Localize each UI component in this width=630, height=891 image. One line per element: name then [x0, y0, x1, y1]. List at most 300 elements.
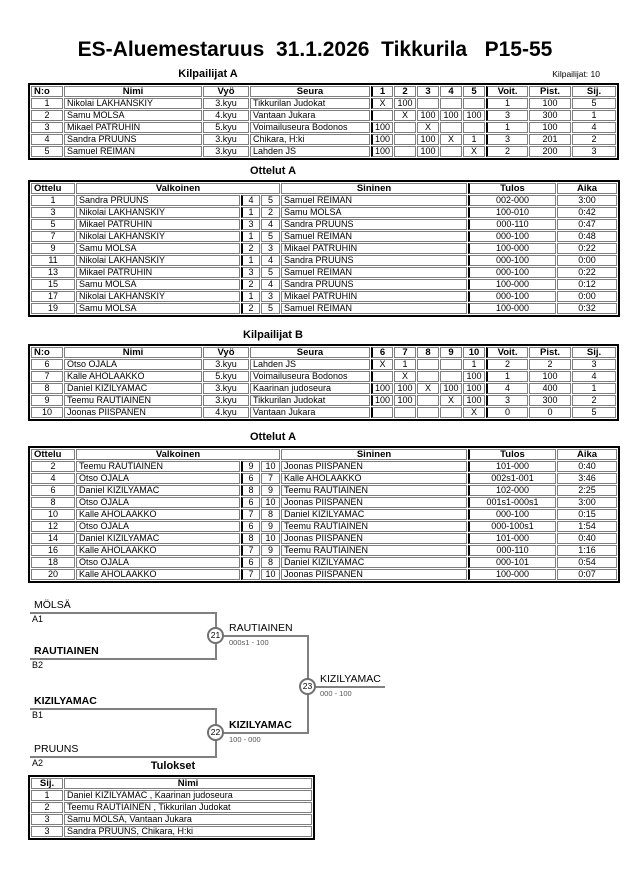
blue-competitor: Samu MÖLSÄ: [281, 207, 467, 218]
white-competitor: Teemu RAUTIAINEN: [76, 461, 240, 472]
white-competitor: Kalle AHOLAAKKO: [76, 545, 240, 556]
result-mark: 100: [394, 98, 416, 109]
results-table: [28, 775, 315, 840]
match-time: 0:42: [557, 207, 617, 218]
result-mark: [440, 122, 462, 133]
competitor-belt: 3.kyu: [203, 395, 249, 406]
result-mark: 100: [371, 395, 393, 406]
match-number-circle: 22: [207, 724, 224, 741]
bracket-winner-name: KIZILYAMAC: [320, 673, 381, 685]
result-mark: 100: [440, 110, 462, 121]
result-row: [31, 790, 312, 801]
competitor-belt: 4.kyu: [203, 407, 249, 418]
bracket-line: [30, 756, 217, 758]
competitor-name: Samu MÖLSÄ: [64, 110, 202, 121]
match-number: 15: [31, 279, 75, 290]
wins-count: 1: [486, 98, 528, 109]
result-mark: [417, 371, 439, 382]
points-count: 201: [529, 134, 571, 145]
match-number: 18: [31, 557, 75, 568]
match-result: 102-000: [468, 485, 556, 496]
match-time: 1:16: [557, 545, 617, 556]
match-row: [31, 195, 617, 206]
blue-number: 4: [261, 279, 280, 290]
match-result: 100-010: [468, 207, 556, 218]
column-header: Sininen: [281, 183, 467, 194]
result-mark: 100: [371, 134, 393, 145]
placement: 5: [572, 407, 616, 418]
result-mark: [394, 122, 416, 133]
match-number-circle: 23: [299, 678, 316, 695]
competitor-belt: 3.kyu: [203, 146, 249, 157]
bracket-line: [215, 635, 309, 637]
blue-competitor: Joonas PIISPANEN: [281, 569, 467, 580]
white-competitor: Nikolai LAKHANSKIY: [76, 231, 240, 242]
column-header: Pist.: [529, 347, 571, 358]
points-count: 100: [529, 98, 571, 109]
white-competitor: Sandra PRUUNS: [76, 195, 240, 206]
wins-count: 3: [486, 134, 528, 145]
match-number: 17: [31, 291, 75, 302]
wins-count: 4: [486, 383, 528, 394]
match-time: 3:46: [557, 473, 617, 484]
points-count: 400: [529, 383, 571, 394]
competitor-number: 5: [31, 146, 63, 157]
results-title: Tulokset: [150, 760, 196, 772]
result-mark: X: [371, 359, 393, 370]
result-mark: [371, 110, 393, 121]
match-result: 000-110: [468, 545, 556, 556]
result-mark: 100: [371, 122, 393, 133]
result-mark: [440, 98, 462, 109]
match-result: 100-000: [468, 243, 556, 254]
match-time: 0:54: [557, 557, 617, 568]
competitor-name: Daniel KIZILYAMAC: [64, 383, 202, 394]
match-time: 3:00: [557, 195, 617, 206]
result-mark: X: [394, 110, 416, 121]
result-mark: X: [463, 146, 485, 157]
column-header: Nimi: [64, 778, 312, 789]
white-competitor: Otso OJALA: [76, 497, 240, 508]
page-title: ES-Aluemestaruus 31.1.2026 Tikkurila P15-55: [77, 38, 553, 61]
white-number: 7: [241, 545, 260, 556]
match-result: 002s1-001: [468, 473, 556, 484]
wins-count: 2: [486, 359, 528, 370]
column-header: Nimi: [64, 347, 202, 358]
result-mark: 1: [463, 359, 485, 370]
result-mark: X: [440, 395, 462, 406]
competitor-number: 3: [31, 122, 63, 133]
competitor-name: Samuel REIMAN: [64, 146, 202, 157]
match-number: 20: [31, 569, 75, 580]
competitor-number: 4: [31, 134, 63, 145]
white-number: 6: [241, 521, 260, 532]
white-number: 1: [241, 207, 260, 218]
match-time: 1:54: [557, 521, 617, 532]
white-number: 1: [241, 231, 260, 242]
match-result: 000-100: [468, 267, 556, 278]
match-result: 100-000: [468, 569, 556, 580]
result-mark: X: [463, 407, 485, 418]
white-number: 8: [241, 533, 260, 544]
match-result: 000-100: [468, 291, 556, 302]
column-header: Sininen: [281, 449, 467, 460]
white-competitor: Samu MÖLSÄ: [76, 303, 240, 314]
competitor-club: Vantaan Jukara: [250, 110, 370, 121]
wins-count: 1: [486, 122, 528, 133]
match-row: [31, 557, 617, 568]
competitor-row: [31, 359, 616, 370]
column-header: Seura: [250, 347, 370, 358]
white-competitor: Nikolai LAKHANSKIY: [76, 291, 240, 302]
column-header: Tulos: [468, 183, 556, 194]
placement: 4: [572, 122, 616, 133]
white-competitor: Otso OJALA: [76, 521, 240, 532]
placement: 1: [572, 110, 616, 121]
bracket-line: [30, 612, 217, 614]
competitor-number: 1: [31, 98, 63, 109]
column-header: 6: [371, 347, 393, 358]
points-count: 2: [529, 359, 571, 370]
blue-number: 10: [261, 461, 280, 472]
white-number: 8: [241, 485, 260, 496]
match-row: [31, 267, 617, 278]
bracket-slot-name: RAUTIAINEN: [34, 645, 99, 657]
header-row: [31, 183, 617, 194]
bracket-slot-name: KIZILYAMAC: [34, 695, 97, 707]
bracket-line: [307, 686, 385, 688]
result-mark: 100: [417, 110, 439, 121]
result-mark: [440, 407, 462, 418]
match-time: 0:40: [557, 461, 617, 472]
match-number-circle: 21: [207, 627, 224, 644]
column-header: Valkoinen: [76, 449, 280, 460]
bracket-line: [30, 708, 217, 710]
result-mark: X: [417, 122, 439, 133]
competitor-number: 7: [31, 371, 63, 382]
result-mark: 100: [417, 134, 439, 145]
result-mark: 100: [463, 383, 485, 394]
pool-b-title: Kilpailijat B: [243, 329, 303, 341]
result-mark: [394, 134, 416, 145]
match-row: [31, 533, 617, 544]
result-mark: X: [371, 98, 393, 109]
match-number: 5: [31, 219, 75, 230]
competitor-club: Chikara, H:ki: [250, 134, 370, 145]
match-number: 14: [31, 533, 75, 544]
points-count: 200: [529, 146, 571, 157]
white-competitor: Samu MÖLSÄ: [76, 279, 240, 290]
competitor-name-club: Samu MÖLSÄ, Vantaan Jukara: [64, 814, 312, 825]
header-row: [31, 86, 616, 97]
column-header: Vyö: [203, 347, 249, 358]
column-header: 7: [394, 347, 416, 358]
placement: 3: [31, 826, 63, 837]
bracket-seed-label: A1: [32, 614, 44, 624]
points-count: 100: [529, 371, 571, 382]
result-mark: [394, 146, 416, 157]
white-number: 1: [241, 255, 260, 266]
placement: 4: [572, 371, 616, 382]
participants-count: Kilpailijat: 10: [552, 69, 600, 79]
header-row: [31, 778, 312, 789]
match-row: [31, 219, 617, 230]
white-number: 1: [241, 291, 260, 302]
wins-count: 2: [486, 146, 528, 157]
wins-count: 0: [486, 407, 528, 418]
competitor-row: [31, 134, 616, 145]
match-time: 0:47: [557, 219, 617, 230]
blue-competitor: Teemu RAUTIAINEN: [281, 521, 467, 532]
bracket-slot-name: PRUUNS: [34, 743, 79, 755]
result-row: [31, 802, 312, 813]
result-mark: [440, 146, 462, 157]
match-number: 6: [31, 485, 75, 496]
blue-competitor: Sandra PRUUNS: [281, 219, 467, 230]
match-result: 000-110: [468, 219, 556, 230]
white-competitor: Daniel KIZILYAMAC: [76, 533, 240, 544]
match-row: [31, 521, 617, 532]
match-row: [31, 231, 617, 242]
bracket-winner-name: KIZILYAMAC: [229, 719, 292, 731]
match-time: 0:00: [557, 291, 617, 302]
result-mark: 100: [440, 383, 462, 394]
placement: 1: [572, 383, 616, 394]
competitor-name: Sandra PRUUNS: [64, 134, 202, 145]
competitor-row: [31, 383, 616, 394]
match-time: 0:48: [557, 231, 617, 242]
result-mark: 100: [463, 110, 485, 121]
blue-competitor: Teemu RAUTIAINEN: [281, 485, 467, 496]
competitor-name: Otso OJALA: [64, 359, 202, 370]
competitor-name-club: Sandra PRUUNS, Chikara, H:ki: [64, 826, 312, 837]
wins-count: 3: [486, 395, 528, 406]
competitor-club: Tikkurilan Judokat: [250, 98, 370, 109]
result-mark: 100: [371, 383, 393, 394]
blue-competitor: Teemu RAUTIAINEN: [281, 545, 467, 556]
column-header: 8: [417, 347, 439, 358]
column-header: Vyö: [203, 86, 249, 97]
competitor-club: Vantaan Jukara: [250, 407, 370, 418]
result-mark: [394, 407, 416, 418]
column-header: Valkoinen: [76, 183, 280, 194]
match-row: [31, 461, 617, 472]
match-number: 7: [31, 231, 75, 242]
competitor-row: [31, 146, 616, 157]
column-header: Pist.: [529, 86, 571, 97]
competitor-name: Nikolai LAKHANSKIY: [64, 98, 202, 109]
white-competitor: Otso OJALA: [76, 557, 240, 568]
final-results-section: [0, 760, 630, 840]
column-header: Voit.: [486, 86, 528, 97]
bracket-slot-name: MÖLSÄ: [34, 599, 71, 611]
match-number: 11: [31, 255, 75, 266]
blue-number: 10: [261, 497, 280, 508]
competitor-row: [31, 407, 616, 418]
blue-competitor: Daniel KIZILYAMAC: [281, 557, 467, 568]
blue-competitor: Samuel REIMAN: [281, 303, 467, 314]
competitor-row: [31, 110, 616, 121]
matches-a-table: [28, 180, 620, 317]
column-header: Aika: [557, 449, 617, 460]
matches-b-title: Ottelut A: [249, 431, 297, 443]
competitor-club: Lahden JS: [250, 359, 370, 370]
result-mark: [440, 371, 462, 382]
competitor-belt: 4.kyu: [203, 110, 249, 121]
pool-b-table: [28, 344, 619, 421]
competitor-club: Voimailuseura Bodonos: [250, 122, 370, 133]
column-header: 1: [371, 86, 393, 97]
result-mark: [417, 98, 439, 109]
match-result: 101-000: [468, 461, 556, 472]
white-number: 3: [241, 267, 260, 278]
competitor-row: [31, 371, 616, 382]
result-mark: X: [417, 383, 439, 394]
blue-competitor: Kalle AHOLAAKKO: [281, 473, 467, 484]
placement: 3: [572, 146, 616, 157]
competitor-belt: 3.kyu: [203, 359, 249, 370]
column-header: 2: [394, 86, 416, 97]
match-row: [31, 303, 617, 314]
competitor-belt: 3.kyu: [203, 134, 249, 145]
match-row: [31, 569, 617, 580]
blue-number: 9: [261, 521, 280, 532]
white-competitor: Otso OJALA: [76, 473, 240, 484]
bracket-match-score: 000s1 - 100: [229, 638, 269, 647]
result-mark: [417, 359, 439, 370]
white-competitor: Mikael PATRUHIN: [76, 267, 240, 278]
competitor-belt: 5.kyu: [203, 122, 249, 133]
match-row: [31, 545, 617, 556]
match-result: 000-100s1: [468, 521, 556, 532]
match-row: [31, 207, 617, 218]
result-mark: 100: [394, 383, 416, 394]
white-competitor: Kalle AHOLAAKKO: [76, 509, 240, 520]
result-mark: 100: [463, 371, 485, 382]
white-number: 9: [241, 461, 260, 472]
white-number: 4: [241, 195, 260, 206]
blue-number: 10: [261, 569, 280, 580]
match-result: 100-000: [468, 303, 556, 314]
blue-number: 5: [261, 267, 280, 278]
blue-number: 8: [261, 509, 280, 520]
match-time: 0:22: [557, 243, 617, 254]
match-time: 0:40: [557, 533, 617, 544]
column-header: 10: [463, 347, 485, 358]
white-competitor: Kalle AHOLAAKKO: [76, 569, 240, 580]
points-count: 300: [529, 110, 571, 121]
competitor-row: [31, 395, 616, 406]
white-number: 2: [241, 303, 260, 314]
column-header: Seura: [250, 86, 370, 97]
competitor-number: 6: [31, 359, 63, 370]
match-result: 101-000: [468, 533, 556, 544]
blue-competitor: Joonas PIISPANEN: [281, 497, 467, 508]
placement: 2: [572, 395, 616, 406]
bracket-winner-name: RAUTIAINEN: [229, 622, 293, 634]
match-row: [31, 473, 617, 484]
wins-count: 3: [486, 110, 528, 121]
blue-competitor: Mikael PATRUHIN: [281, 291, 467, 302]
column-header: 5: [463, 86, 485, 97]
match-number: 8: [31, 497, 75, 508]
white-competitor: Daniel KIZILYAMAC: [76, 485, 240, 496]
bracket-line: [30, 658, 217, 660]
competitor-number: 9: [31, 395, 63, 406]
result-mark: [371, 371, 393, 382]
column-header: Ottelu: [31, 449, 75, 460]
result-row: [31, 826, 312, 837]
bracket-seed-label: B1: [32, 710, 44, 720]
match-number: 12: [31, 521, 75, 532]
match-result: 000-101: [468, 557, 556, 568]
match-time: 0:07: [557, 569, 617, 580]
match-result: 100-000: [468, 279, 556, 290]
competitor-row: [31, 122, 616, 133]
column-header: N:o: [31, 347, 63, 358]
match-number: 4: [31, 473, 75, 484]
placement: 1: [31, 790, 63, 801]
blue-number: 5: [261, 195, 280, 206]
result-mark: [417, 395, 439, 406]
white-number: 2: [241, 243, 260, 254]
blue-competitor: Samuel REIMAN: [281, 267, 467, 278]
blue-number: 3: [261, 243, 280, 254]
points-count: 0: [529, 407, 571, 418]
blue-competitor: Joonas PIISPANEN: [281, 461, 467, 472]
competitor-number: 8: [31, 383, 63, 394]
blue-number: 8: [261, 557, 280, 568]
header-row: [31, 347, 616, 358]
match-result: 000-100: [468, 231, 556, 242]
white-competitor: Samu MÖLSÄ: [76, 243, 240, 254]
blue-competitor: Sandra PRUUNS: [281, 279, 467, 290]
column-header: 3: [417, 86, 439, 97]
header-row: [31, 449, 617, 460]
match-number: 2: [31, 461, 75, 472]
match-result: 000-100: [468, 509, 556, 520]
bracket-seed-label: A2: [32, 758, 44, 768]
match-number: 1: [31, 195, 75, 206]
competitor-row: [31, 98, 616, 109]
matches-b-table: [28, 446, 620, 583]
column-header: Ottelu: [31, 183, 75, 194]
competitor-number: 2: [31, 110, 63, 121]
points-count: 100: [529, 122, 571, 133]
bracket-seed-label: B2: [32, 660, 44, 670]
blue-number: 7: [261, 473, 280, 484]
white-number: 2: [241, 279, 260, 290]
match-row: [31, 291, 617, 302]
result-mark: [417, 407, 439, 418]
white-competitor: Nikolai LAKHANSKIY: [76, 207, 240, 218]
match-number: 19: [31, 303, 75, 314]
points-count: 300: [529, 395, 571, 406]
result-mark: 100: [417, 146, 439, 157]
column-header: Sij.: [572, 86, 616, 97]
match-time: 0:15: [557, 509, 617, 520]
blue-number: 4: [261, 219, 280, 230]
column-header: Nimi: [64, 86, 202, 97]
white-number: 7: [241, 509, 260, 520]
result-mark: [463, 98, 485, 109]
column-header: 9: [440, 347, 462, 358]
result-mark: 1: [394, 359, 416, 370]
competitor-name: Kalle AHOLAAKKO: [64, 371, 202, 382]
result-mark: 100: [394, 395, 416, 406]
bracket-match-score: 000 - 100: [320, 689, 352, 698]
match-number: 13: [31, 267, 75, 278]
